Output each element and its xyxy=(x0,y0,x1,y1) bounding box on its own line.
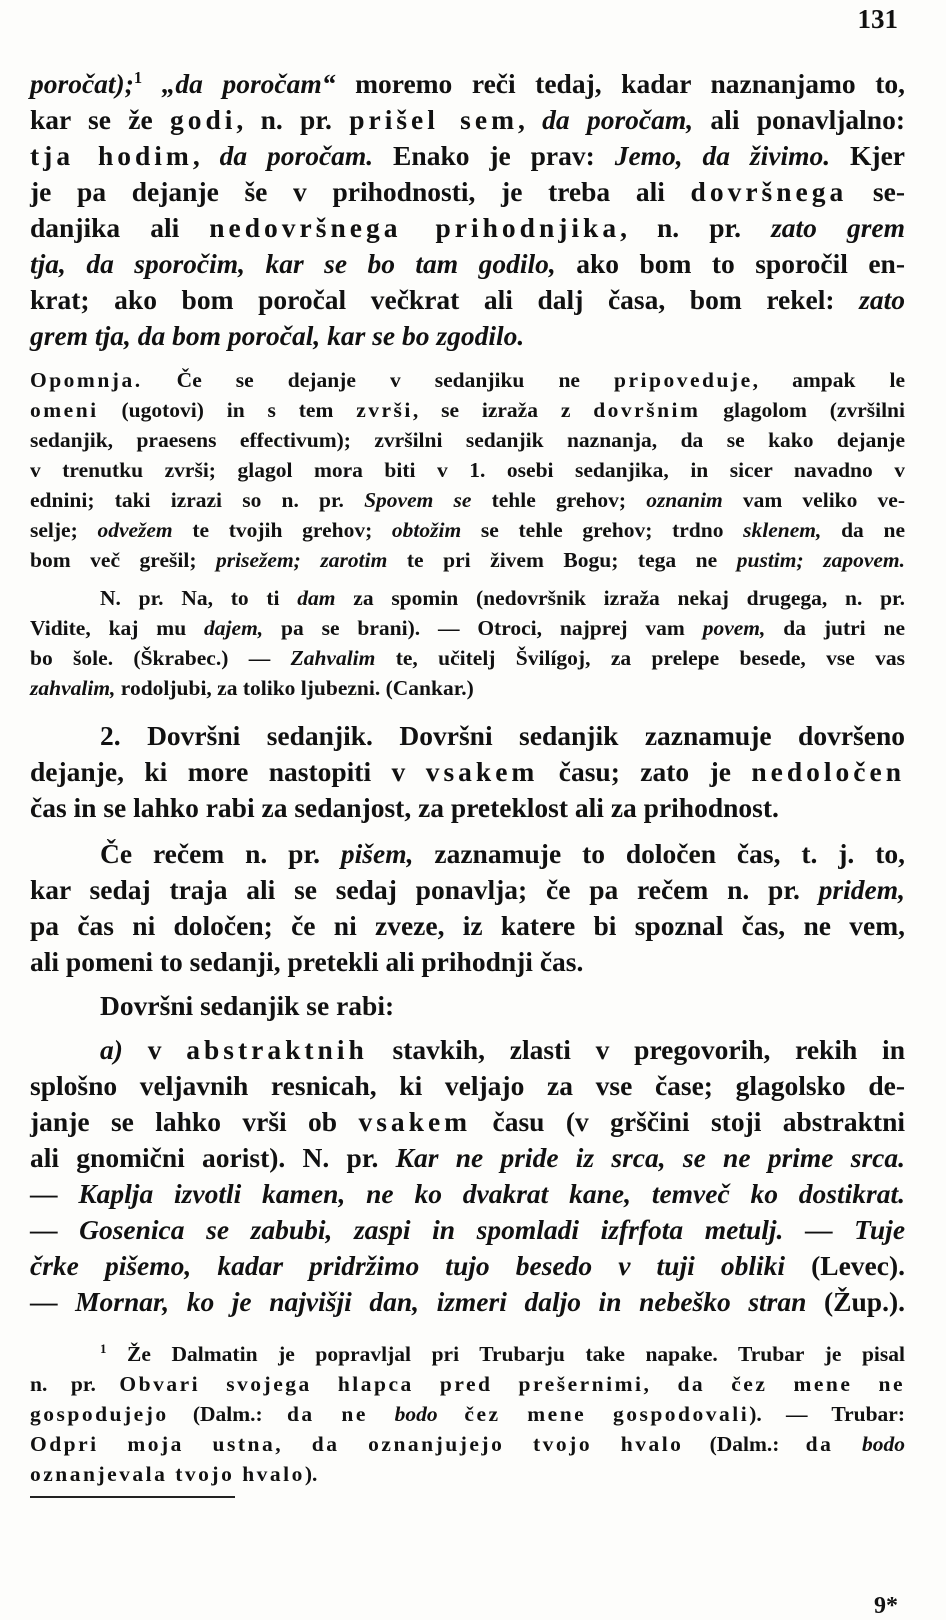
text-line xyxy=(30,946,905,978)
text-segment: ednini; taki izrazi so n. pr. xyxy=(30,488,365,512)
text-segment: ako bom to sporočil en- xyxy=(555,248,905,279)
text-segment: tehle grehov; xyxy=(471,488,647,512)
text-line xyxy=(30,518,905,543)
text-segment: — xyxy=(30,1214,80,1245)
text-segment: pustim; zapovem. xyxy=(736,548,906,572)
text-segment: da poročam. xyxy=(219,140,374,171)
text-segment: 2. Dovršni sedanjik. Dovršni sedanjik zaznamuje dovršeno xyxy=(100,720,905,751)
text-segment: Spovem se xyxy=(364,488,472,512)
text-segment: kar se že xyxy=(30,104,170,135)
text-line xyxy=(30,488,905,513)
text-segment: ali gnomični aorist). N. pr. xyxy=(30,1142,396,1173)
text-segment: Mornar, ko je najvišji dan, izmeri daljo in nebeško stran xyxy=(75,1286,807,1317)
text-line xyxy=(30,1342,905,1367)
text-segment: Tuje xyxy=(854,1214,906,1245)
text-segment: Če se dejanje v sedanjiku ne xyxy=(142,368,615,392)
text-segment: poročat); xyxy=(30,68,134,99)
text-segment: tja, da sporočim, kar se bo tam godilo, xyxy=(30,248,556,279)
text-segment: (Dalm.: xyxy=(683,1432,806,1456)
text-segment: bodo xyxy=(394,1402,438,1426)
text-segment: Opomnja. xyxy=(30,368,143,392)
text-segment: pripoveduje xyxy=(614,368,753,392)
text-segment: (Levec). xyxy=(785,1250,906,1281)
text-segment: a) xyxy=(100,1034,123,1065)
text-segment: janje se lahko vrši ob xyxy=(30,1106,359,1137)
text-line xyxy=(30,838,905,870)
text-segment: zato grem xyxy=(771,212,905,243)
text-segment: Vidite, kaj mu xyxy=(30,616,205,640)
text-segment: času (v grščini stoji abstraktni xyxy=(471,1106,905,1137)
text-segment: pridem, xyxy=(818,874,905,905)
text-segment: zaznamuje to določen čas, t. j. to, xyxy=(413,838,905,869)
text-segment: se- xyxy=(847,176,905,207)
text-segment: moremo reči tedaj, kadar naznanjamo to, xyxy=(335,68,905,99)
text-segment: krat; ako bom poročal večkrat ali dalj časa, bom rekel: xyxy=(30,284,860,315)
text-segment: Kaplja izvotli kamen, ne ko dvakrat kane, temveč ko dostikrat. xyxy=(78,1178,906,1209)
text-line xyxy=(30,104,905,136)
text-segment: Gosenica se zabubi, zaspi in spomladi izfrfota metulj. xyxy=(79,1214,784,1245)
text-line xyxy=(30,616,905,641)
text-segment: abstraktnih xyxy=(186,1034,368,1065)
text-line xyxy=(30,458,905,483)
text-line xyxy=(30,1142,905,1174)
text-segment: dovršnega xyxy=(690,176,848,207)
text-segment: vsakem xyxy=(425,756,539,787)
text-segment: da xyxy=(805,1432,862,1456)
text-segment: omeni xyxy=(30,398,99,422)
text-segment: ali pomeni to sedanji, pretekli ali prihodnji čas. xyxy=(30,946,584,977)
text-segment: vam veliko ve- xyxy=(722,488,905,512)
text-segment: ali ponavljalno: xyxy=(693,104,905,135)
text-segment: pa se brani). — Otroci, najprej vam xyxy=(263,616,703,640)
text-segment: te, učitelj Švilígoj, za prelepe besede, vse vas xyxy=(375,646,905,670)
text-segment: da poročam, xyxy=(542,104,694,135)
text-line xyxy=(30,1372,905,1397)
text-line xyxy=(30,1070,905,1102)
text-segment: Odpri moja ustna, da oznanjujejo tvojo hvalo xyxy=(30,1432,684,1456)
text-segment: rodoljubi, za toliko ljubezni. (Cankar.) xyxy=(115,676,474,700)
text-segment: Jemo, da živimo. xyxy=(614,140,831,171)
text-segment: ). xyxy=(304,1462,318,1486)
text-segment: črke pišemo, kadar pridržimo tujo besedo v tuji obliki xyxy=(30,1250,785,1281)
text-segment: stavkih, zlasti v pregovorih, rekih in xyxy=(367,1034,905,1065)
text-segment: Kar ne pride iz srca, se ne prime srca. xyxy=(395,1142,906,1173)
text-line xyxy=(30,586,905,611)
text-segment: Že Dalmatin je popravljal pri Trubarju take napake. Trubar je pisal xyxy=(106,1342,905,1366)
text-segment: da ne xyxy=(286,1402,395,1426)
text-segment: kar sedaj traja ali se sedaj ponavlja; če pa rečem n. pr. xyxy=(30,874,819,905)
text-line xyxy=(30,910,905,942)
text-line xyxy=(30,1462,905,1487)
text-segment: 1 xyxy=(100,1341,107,1356)
text-line xyxy=(30,1432,905,1457)
text-segment: da jutri ne xyxy=(765,616,905,640)
text-segment: dovršnim xyxy=(593,398,701,422)
text-line xyxy=(30,320,905,352)
text-segment: — xyxy=(30,1286,76,1317)
text-segment: Kjer xyxy=(830,140,905,171)
text-segment: zahvalim, xyxy=(30,676,116,700)
text-line xyxy=(30,1286,905,1318)
text-segment: bodo xyxy=(862,1432,905,1456)
text-segment: dajem, xyxy=(204,616,264,640)
text-segment: — xyxy=(783,1214,855,1245)
text-segment: (Žup.). xyxy=(806,1286,906,1317)
text-segment: čas in se lahko rabi za sedanjost, za preteklost ali za prihodnost. xyxy=(30,792,779,823)
text-line xyxy=(30,1034,905,1066)
text-segment: prišel sem xyxy=(349,104,518,135)
footnote-rule xyxy=(30,1496,235,1498)
text-segment: v xyxy=(122,1034,187,1065)
text-segment: sedanjik, praesens effectivum); zvršilni sedanjik naznanja, da se kako dejanje xyxy=(30,428,905,452)
text-segment: zvrši xyxy=(356,398,413,422)
text-line xyxy=(30,284,905,316)
text-line xyxy=(30,874,905,906)
text-line xyxy=(30,368,905,393)
text-segment: v trenutku zvrši; glagol mora biti v 1. osebi sedanjika, in sicer navadno v xyxy=(30,458,905,482)
text-line xyxy=(30,548,905,573)
text-segment: je pa dejanje še v prihodnosti, je treba ali xyxy=(30,176,691,207)
text-line xyxy=(30,398,905,423)
text-segment: (Dalm.: xyxy=(168,1402,287,1426)
text-segment: — xyxy=(30,1178,79,1209)
text-line xyxy=(30,140,905,172)
text-segment: za spomin (nedovršnik izraža nekaj drugega, n. pr. xyxy=(335,586,906,610)
text-segment: oznanim xyxy=(646,488,723,512)
text-segment: povem, xyxy=(702,616,766,640)
text-line xyxy=(30,1106,905,1138)
text-segment: tja hodim xyxy=(30,140,193,171)
text-segment: 1 xyxy=(133,67,143,87)
text-line xyxy=(30,428,905,453)
signature-mark: 9* xyxy=(874,1593,898,1619)
text-line xyxy=(30,990,905,1022)
text-line xyxy=(30,212,905,244)
text-line xyxy=(30,1402,905,1427)
text-segment: Enako je prav: xyxy=(373,140,615,171)
text-segment: , n. pr. xyxy=(236,104,350,135)
text-line xyxy=(30,792,905,824)
text-line xyxy=(30,676,905,701)
text-segment: Če rečem n. pr. xyxy=(100,838,341,869)
text-segment: sklenem, xyxy=(743,518,822,542)
text-segment: , ampak le xyxy=(752,368,906,392)
text-line xyxy=(30,68,905,100)
text-segment: gospodujejo xyxy=(30,1402,169,1426)
text-line xyxy=(30,720,905,752)
text-line xyxy=(30,1250,905,1282)
text-segment: n. pr. xyxy=(30,1372,120,1396)
text-segment: čez mene gospodovali xyxy=(437,1402,750,1426)
text-segment: nedovršnega prihodnjika xyxy=(209,212,621,243)
text-segment: glagolom (zvršilni xyxy=(700,398,905,422)
text-segment: pa čas ni določen; če ni zveze, iz katere bi spoznal čas, ne vem, xyxy=(30,910,905,941)
text-line xyxy=(30,1214,905,1246)
text-segment: dejanje, ki more nastopiti v xyxy=(30,756,426,787)
text-segment: , xyxy=(518,104,543,135)
text-segment: zato xyxy=(859,284,905,315)
page-number: 131 xyxy=(857,4,898,34)
text-line xyxy=(30,646,905,671)
text-segment: vsakem xyxy=(358,1106,472,1137)
text-segment: (ugotovi) in s tem xyxy=(98,398,357,422)
text-segment: selje; xyxy=(30,518,98,542)
text-segment: , n. pr. xyxy=(620,212,772,243)
text-segment: N. pr. Na, to ti xyxy=(100,586,298,610)
text-segment: Zahvalim xyxy=(290,646,376,670)
text-segment: , xyxy=(192,140,220,171)
text-segment: grem tja, da bom poročal, kar se bo zgodilo. xyxy=(30,320,525,351)
text-segment: ). — Trubar: xyxy=(749,1402,905,1426)
text-segment: se tehle grehov; trdno xyxy=(461,518,744,542)
text-segment: nedoločen xyxy=(751,756,905,787)
text-segment: , se izraža z xyxy=(412,398,594,422)
text-segment: pišem, xyxy=(340,838,414,869)
text-segment: danjika ali xyxy=(30,212,210,243)
text-line xyxy=(30,248,905,280)
text-segment: Obvari svojega hlapca pred prešernimi, da čez mene ne xyxy=(119,1372,905,1396)
text-segment: te pri živem Bogu; tega ne xyxy=(387,548,737,572)
text-line xyxy=(30,176,905,208)
text-line xyxy=(30,756,905,788)
text-segment: oznanjevala tvojo hvalo xyxy=(30,1462,305,1486)
text-segment: da ne xyxy=(821,518,905,542)
text-segment: bo šole. (Škrabec.) — xyxy=(30,646,291,670)
text-segment: te tvojih grehov; xyxy=(172,518,392,542)
text-segment: prisežem; zarotim xyxy=(216,548,388,572)
text-segment: „da poročam“ xyxy=(142,68,336,99)
text-line xyxy=(30,1178,905,1210)
text-segment: Dovršni sedanjik se rabi: xyxy=(100,990,395,1021)
text-segment: dam xyxy=(297,586,336,610)
text-segment: odvežem xyxy=(97,518,173,542)
text-segment: času; zato je xyxy=(538,756,752,787)
text-segment: splošno veljavnih resnicah, ki veljajo za vse čase; glagolsko de- xyxy=(30,1070,905,1101)
text-segment: bom več grešil; xyxy=(30,548,217,572)
text-segment: godi xyxy=(169,104,237,135)
text-segment: obtožim xyxy=(391,518,462,542)
